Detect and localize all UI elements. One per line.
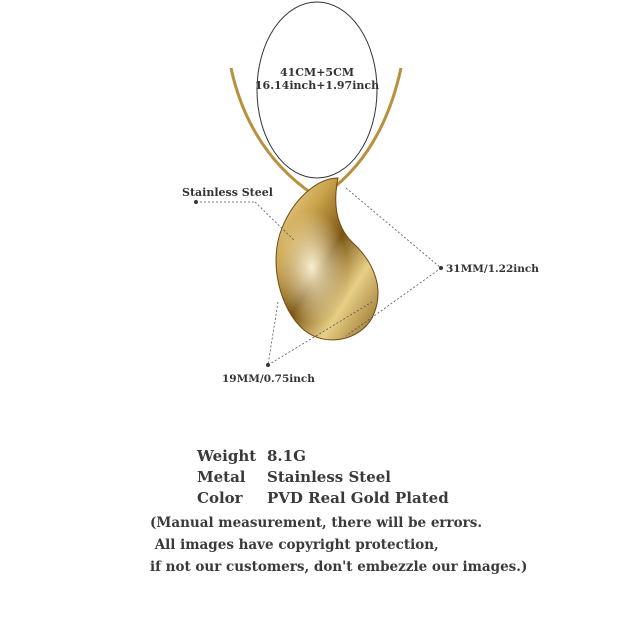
height-marker-dot — [439, 266, 443, 270]
spec-value: 8.1G — [267, 447, 306, 465]
spec-key: Metal — [197, 468, 246, 486]
width-label: 19MM/0.75inch — [222, 373, 315, 385]
width-line-left — [268, 302, 278, 365]
spec-value: PVD Real Gold Plated — [267, 489, 449, 507]
height-label: 31MM/1.22inch — [446, 263, 539, 275]
note-line: if not our customers, don't embezzle our images.) — [150, 559, 528, 575]
spec-value: Stainless Steel — [267, 468, 391, 486]
note-line: All images have copyright protection, — [150, 537, 439, 553]
chain-length-inch: 16.14inch+1.97inch — [254, 79, 380, 92]
spec-table — [197, 446, 449, 509]
spec-row-color — [197, 488, 449, 509]
spec-row-metal — [197, 467, 449, 488]
chain-length-label — [252, 66, 382, 92]
width-marker-dot — [266, 363, 270, 367]
spec-row-weight — [197, 446, 449, 467]
chain-length-cm: 41CM+5CM — [279, 66, 355, 79]
material-label: Stainless Steel — [182, 186, 273, 199]
spec-key: Color — [197, 489, 243, 507]
spec-key: Weight — [197, 447, 257, 465]
note-line: (Manual measurement, there will be errors. — [150, 515, 483, 531]
disclaimer-notes — [150, 512, 527, 578]
